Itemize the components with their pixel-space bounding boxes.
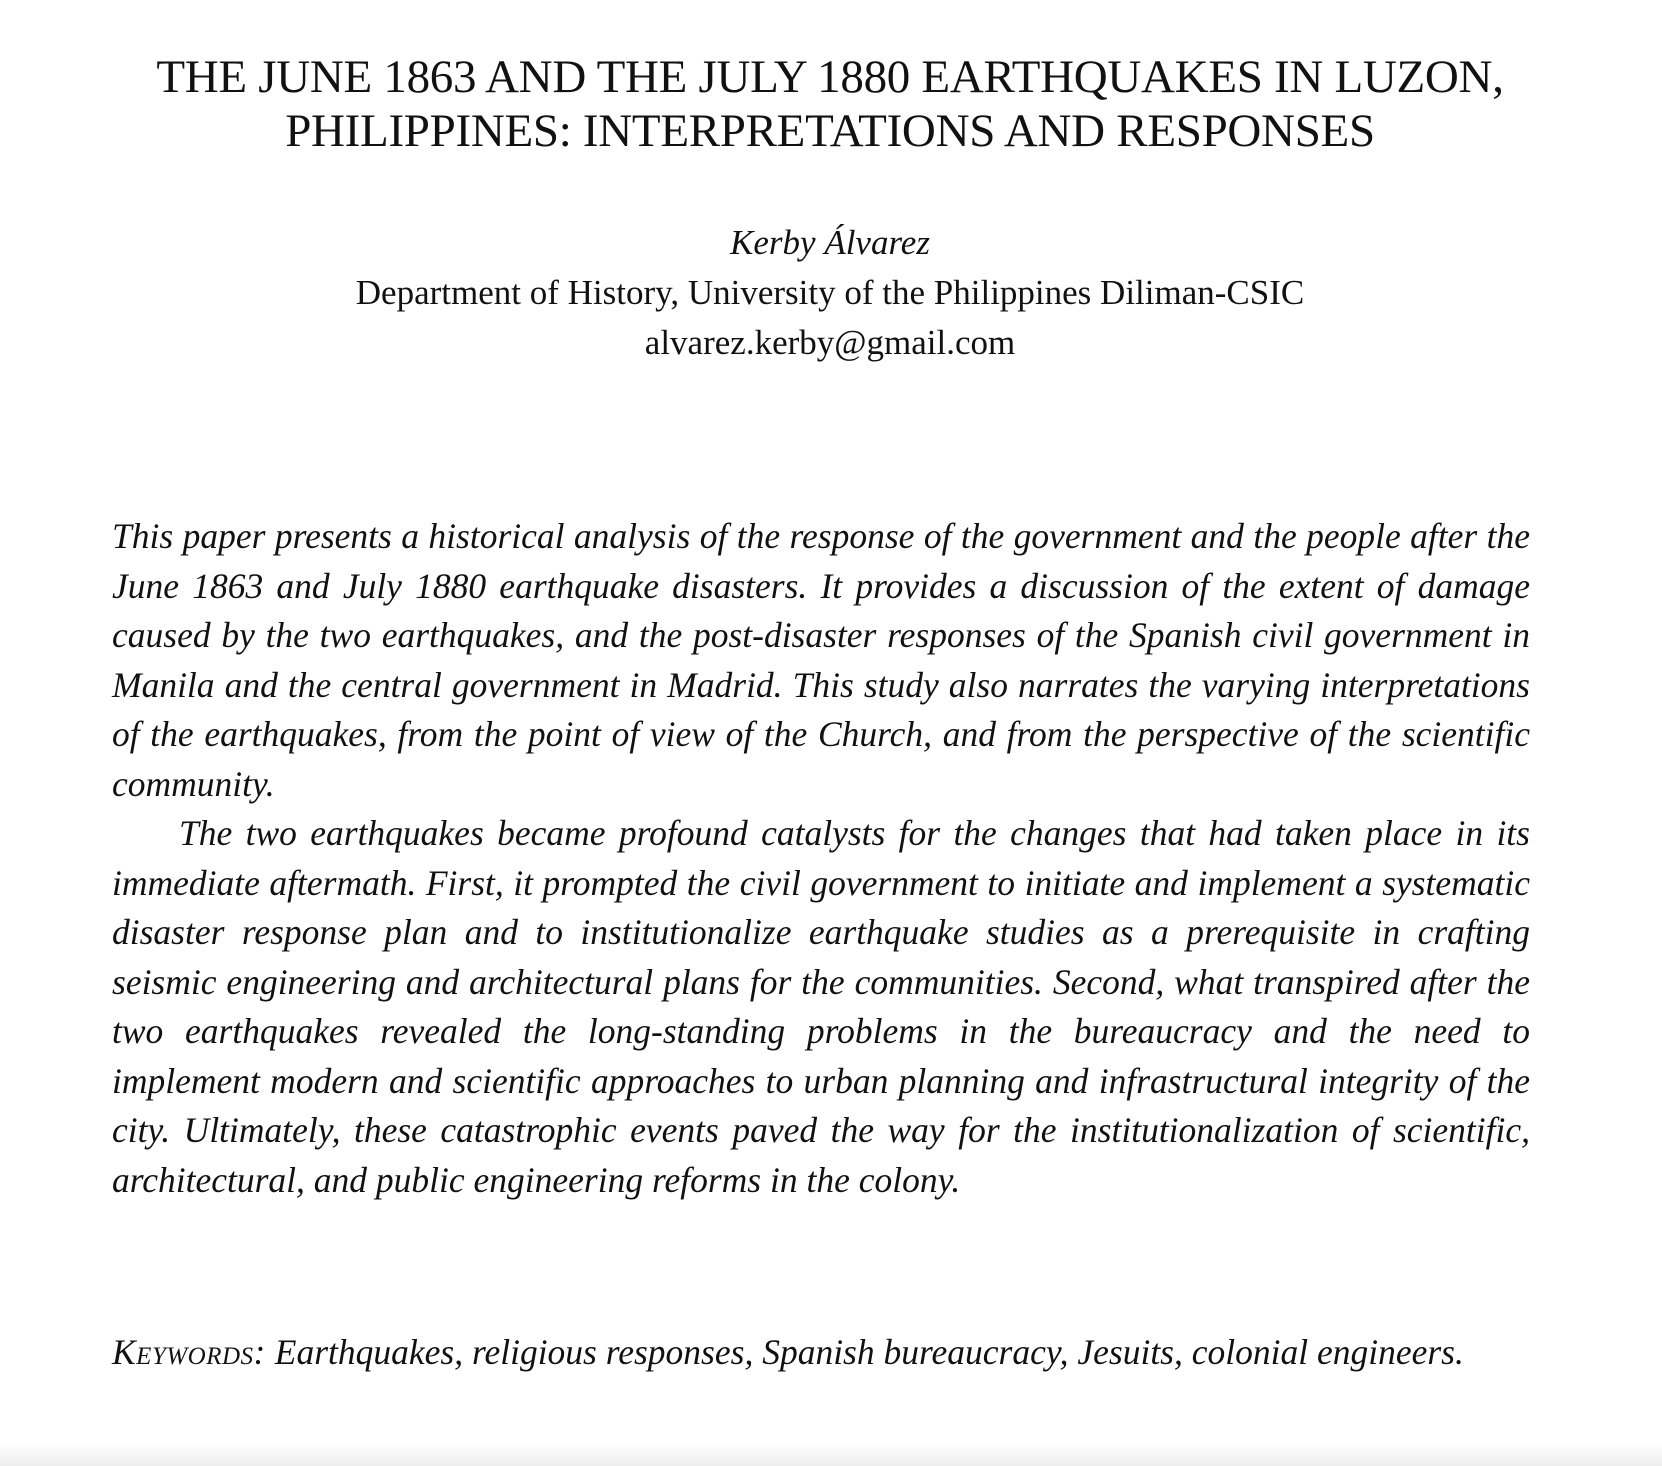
author-name: Kerby Álvarez	[730, 223, 930, 262]
keywords-text: Earthquakes, religious responses, Spanish bureaucracy, Jesuits, colonial engineers.	[274, 1332, 1464, 1372]
page-bottom-edge	[0, 1444, 1662, 1466]
abstract-paragraph-1: This paper presents a historical analysis of the response of the government and the people after the June 1863 and July 1880 earthquake disasters. It provides a discussion of the extent of damage caused by the two earthquakes, and the post-disaster responses of the Spanish civil government in Manila and the central government in Madrid. This study also narrates the varying interpretations of the earthquakes, from the point of view of the Church, and from the perspective of the scientific community.	[112, 516, 1530, 804]
paper-title-line-1: THE JUNE 1863 AND THE JULY 1880 EARTHQUAKES IN LUZON,	[156, 51, 1504, 103]
author-block	[90, 218, 1570, 368]
abstract	[112, 512, 1530, 1205]
author-email: alvarez.kerby@gmail.com	[644, 323, 1016, 362]
keywords	[112, 1326, 1530, 1379]
paper-title	[90, 50, 1570, 158]
abstract-paragraph-2: The two earthquakes became profound catalysts for the changes that had taken place in its immediate aftermath. First, it prompted the civil government to initiate and implement a systematic disaster response plan and to institutionalize earthquake studies as a prerequisite in crafting seismic engineering and architectural plans for the communities. Second, what transpired after the two earthquakes revealed the long-standing problems in the bureaucracy and the need to implement modern and scientific approaches to urban planning and infrastructural integrity of the city. Ultimately, these catastrophic events paved the way for the institutionalization of scientific, architectural, and public engineering reforms in the colony.	[112, 813, 1530, 1200]
author-affiliation: Department of History, University of the Philippines Diliman-CSIC	[355, 273, 1305, 312]
paper-title-line-2: PHILIPPINES: INTERPRETATIONS AND RESPONSES	[285, 105, 1375, 157]
keywords-label: Keywords:	[112, 1332, 266, 1372]
